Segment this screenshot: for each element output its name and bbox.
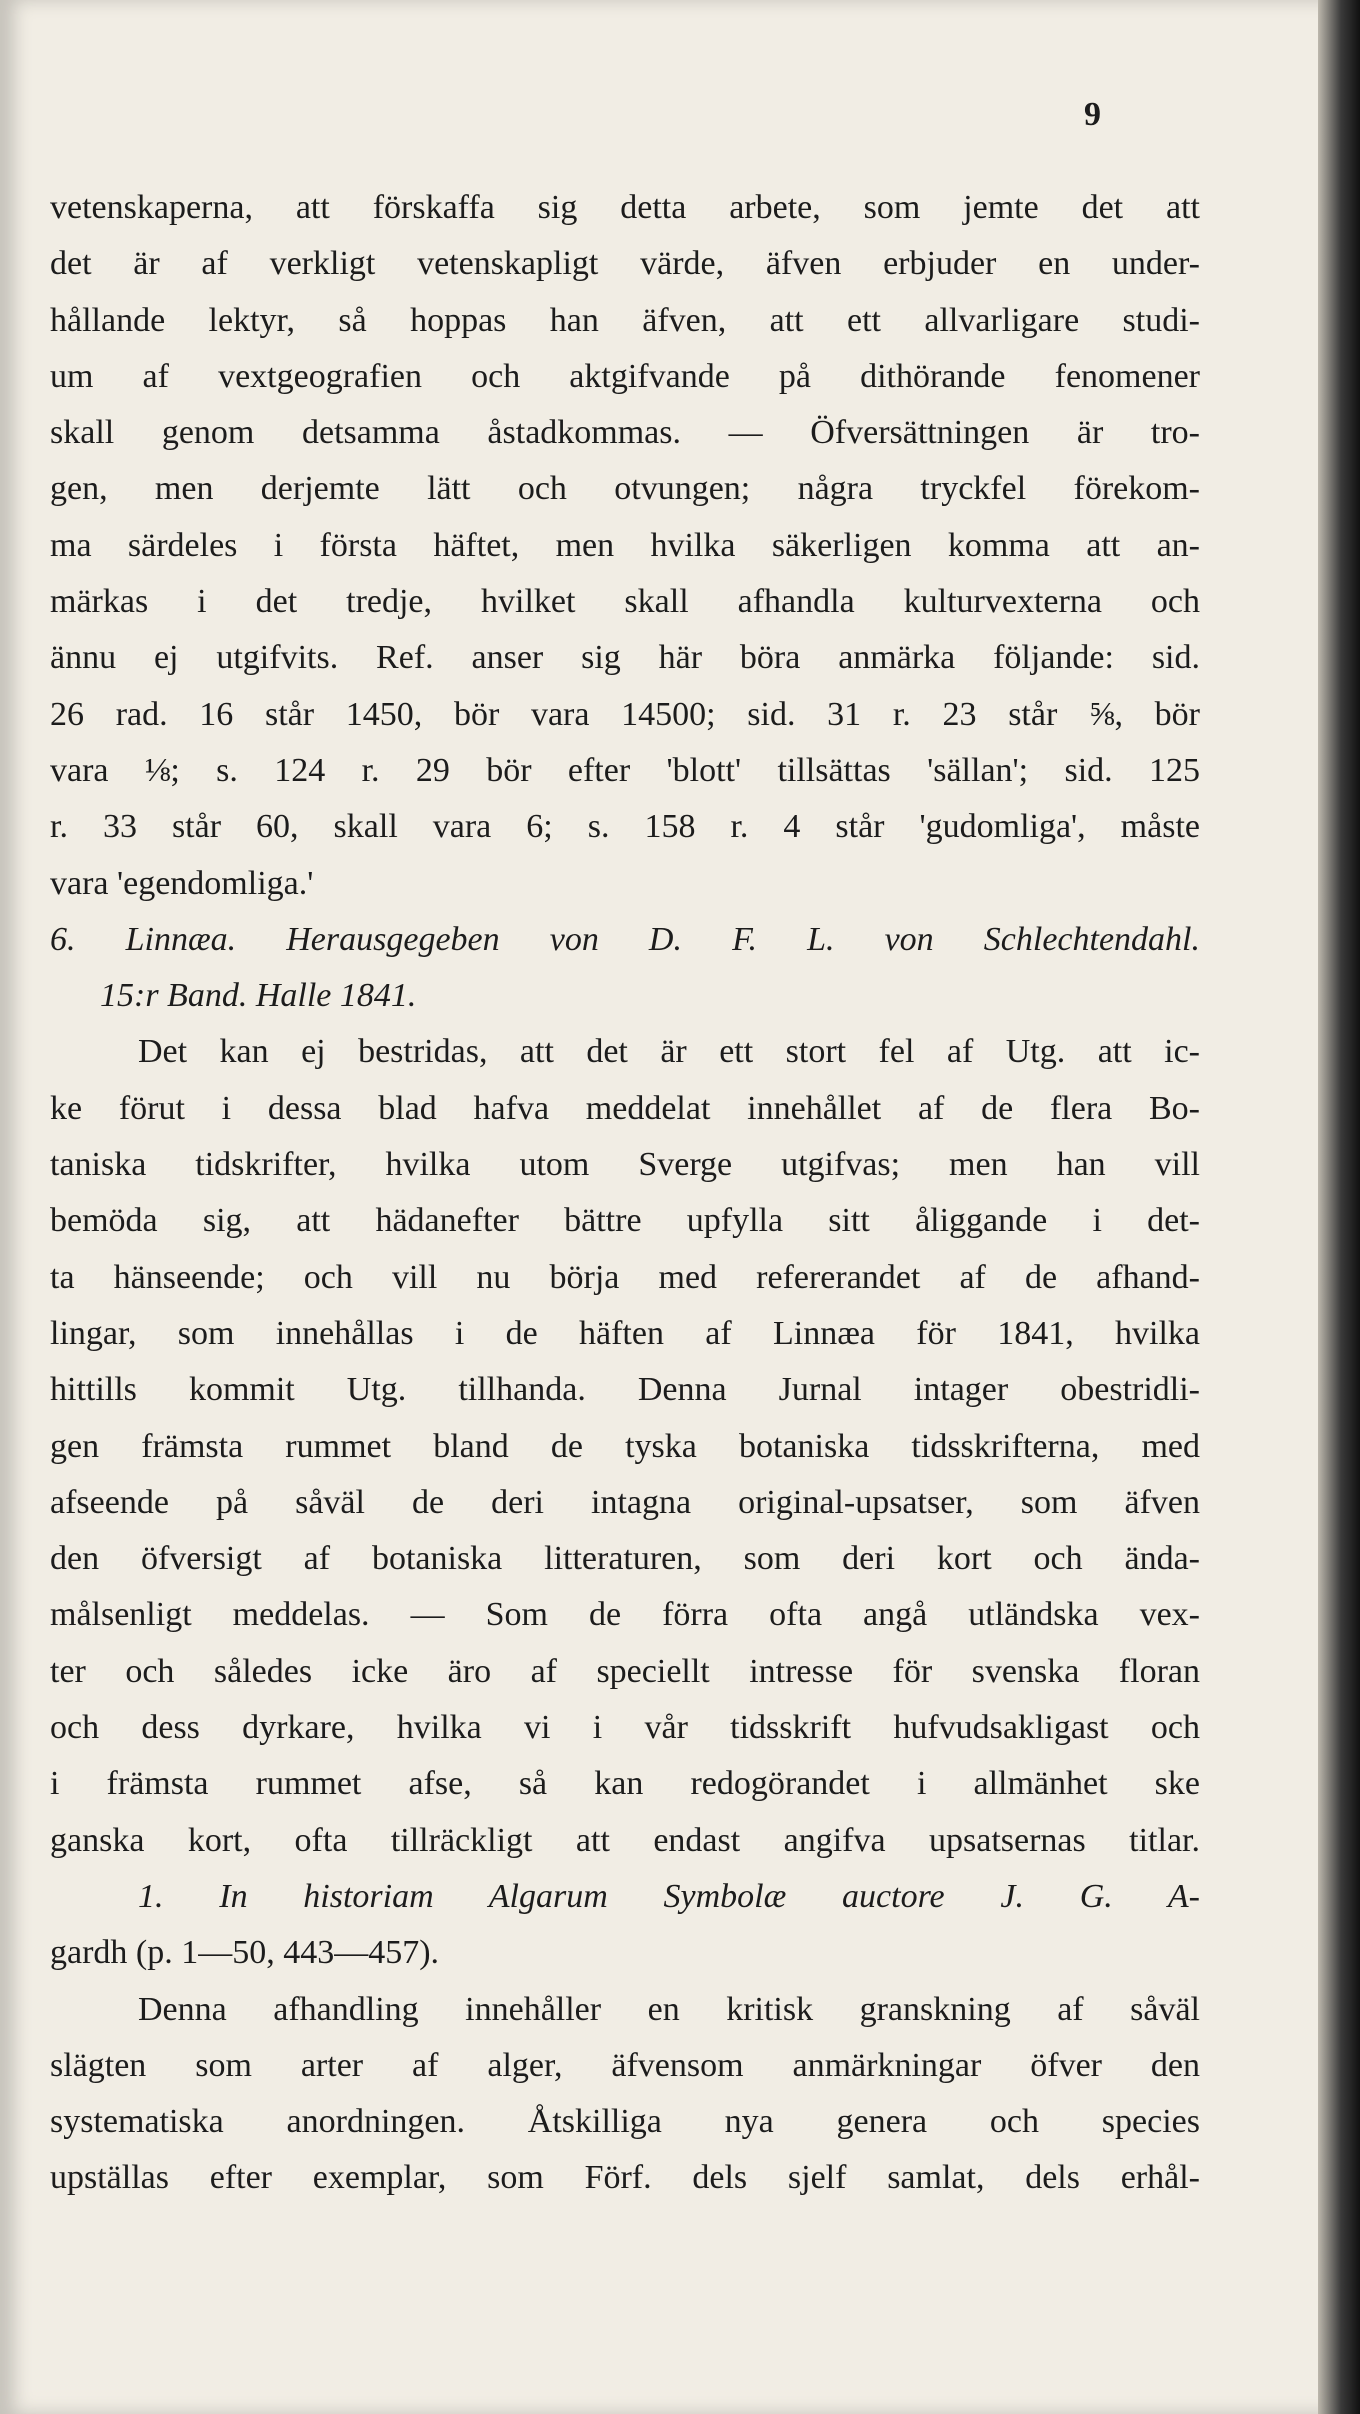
page-edge-shadow — [1318, 0, 1360, 2414]
text-line: och dess dyrkare, hvilka vi i vår tidsskrift hufvudsakligast och — [50, 1709, 1200, 1747]
text-line: ke förut i dessa blad hafva meddelat innehållet af de flera Bo- — [50, 1089, 1200, 1127]
text-line: det är af verkligt vetenskapligt värde, äfven erbjuder en under- — [50, 245, 1200, 283]
text-line: den öfversigt af botaniska litteraturen, som deri kort och ända- — [50, 1540, 1200, 1578]
body-text — [50, 180, 1200, 2207]
text-line: gen, men derjemte lätt och otvungen; några tryckfel förekom- — [50, 470, 1200, 508]
text-line: målsenligt meddelas. — Som de förra ofta angå utländska vex- — [50, 1596, 1200, 1634]
text-line: lingar, som innehållas i de häften af Linnæa för 1841, hvilka — [50, 1314, 1200, 1352]
text-line: 26 rad. 16 står 1450, bör vara 14500; sid. 31 r. 23 står ⅝, bör — [50, 695, 1200, 733]
text-line: vara ⅛; s. 124 r. 29 bör efter 'blott' tillsättas 'sällan'; sid. 125 — [50, 751, 1200, 789]
text-line: skall genom detsamma åstadkommas. — Öfversättningen är tro- — [50, 414, 1200, 452]
text-line: hittills kommit Utg. tillhanda. Denna Jurnal intager obestridli- — [50, 1371, 1200, 1409]
section-heading: 6. Linnæa. Herausgegeben von D. F. L. von Schlechtendahl. — [50, 920, 1200, 958]
text-line: märkas i det tredje, hvilket skall afhandla kulturvexterna och — [50, 583, 1200, 621]
text-line: um af vextgeografien och aktgifvande på dithörande fenomener — [50, 357, 1200, 395]
text-line: systematiska anordningen. Åtskilliga nya genera och species — [50, 2103, 1200, 2141]
text-line: hållande lektyr, så hoppas han äfven, att ett allvarligare studi- — [50, 301, 1200, 339]
text-line: afseende på såväl de deri intagna original-upsatser, som äfven — [50, 1483, 1200, 1521]
section-heading-cont: 15:r Band. Halle 1841. — [100, 977, 417, 1015]
text-line: Det kan ej bestridas, att det är ett stort fel af Utg. att ic- — [138, 1033, 1200, 1071]
text-line: i främsta rummet afse, så kan redogörandet i allmänhet ske — [50, 1765, 1200, 1803]
text-line: bemöda sig, att hädanefter bättre upfylla sitt åliggande i det- — [50, 1202, 1200, 1240]
text-line: gen främsta rummet bland de tyska botaniska tidsskrifterna, med — [50, 1427, 1200, 1465]
text-line: ganska kort, ofta tillräckligt att endast angifva upsatsernas titlar. — [50, 1821, 1200, 1859]
subsection-heading: 1. In historiam Algarum Symbolæ auctore J. G. A- — [138, 1877, 1200, 1915]
text-line: vara 'egendomliga.' — [50, 864, 314, 902]
subsection-heading-cont: gardh (p. 1—50, 443—457). — [50, 1934, 440, 1972]
text-line: taniska tidskrifter, hvilka utom Sverge utgifvas; men han vill — [50, 1146, 1200, 1184]
text-line: upställas efter exemplar, som Förf. dels sjelf samlat, dels erhål- — [50, 2159, 1200, 2197]
text-line: ter och således icke äro af speciellt intresse för svenska floran — [50, 1652, 1200, 1690]
text-line: r. 33 står 60, skall vara 6; s. 158 r. 4 står 'gudomliga', måste — [50, 808, 1200, 846]
text-line: vetenskaperna, att förskaffa sig detta arbete, som jemte det att — [50, 189, 1200, 226]
text-line: ta hänseende; och vill nu börja med refererandet af de afhand- — [50, 1258, 1200, 1296]
text-line: ännu ej utgifvits. Ref. anser sig här böra anmärka följande: sid. — [50, 639, 1200, 677]
text-line: slägten som arter af alger, äfvensom anmärkningar öfver den — [50, 2046, 1200, 2084]
text-line: Denna afhandling innehåller en kritisk granskning af såväl — [138, 1990, 1200, 2028]
text-line: ma särdeles i första häftet, men hvilka säkerligen komma att an- — [50, 526, 1200, 564]
page-number: 9 — [1084, 96, 1101, 133]
